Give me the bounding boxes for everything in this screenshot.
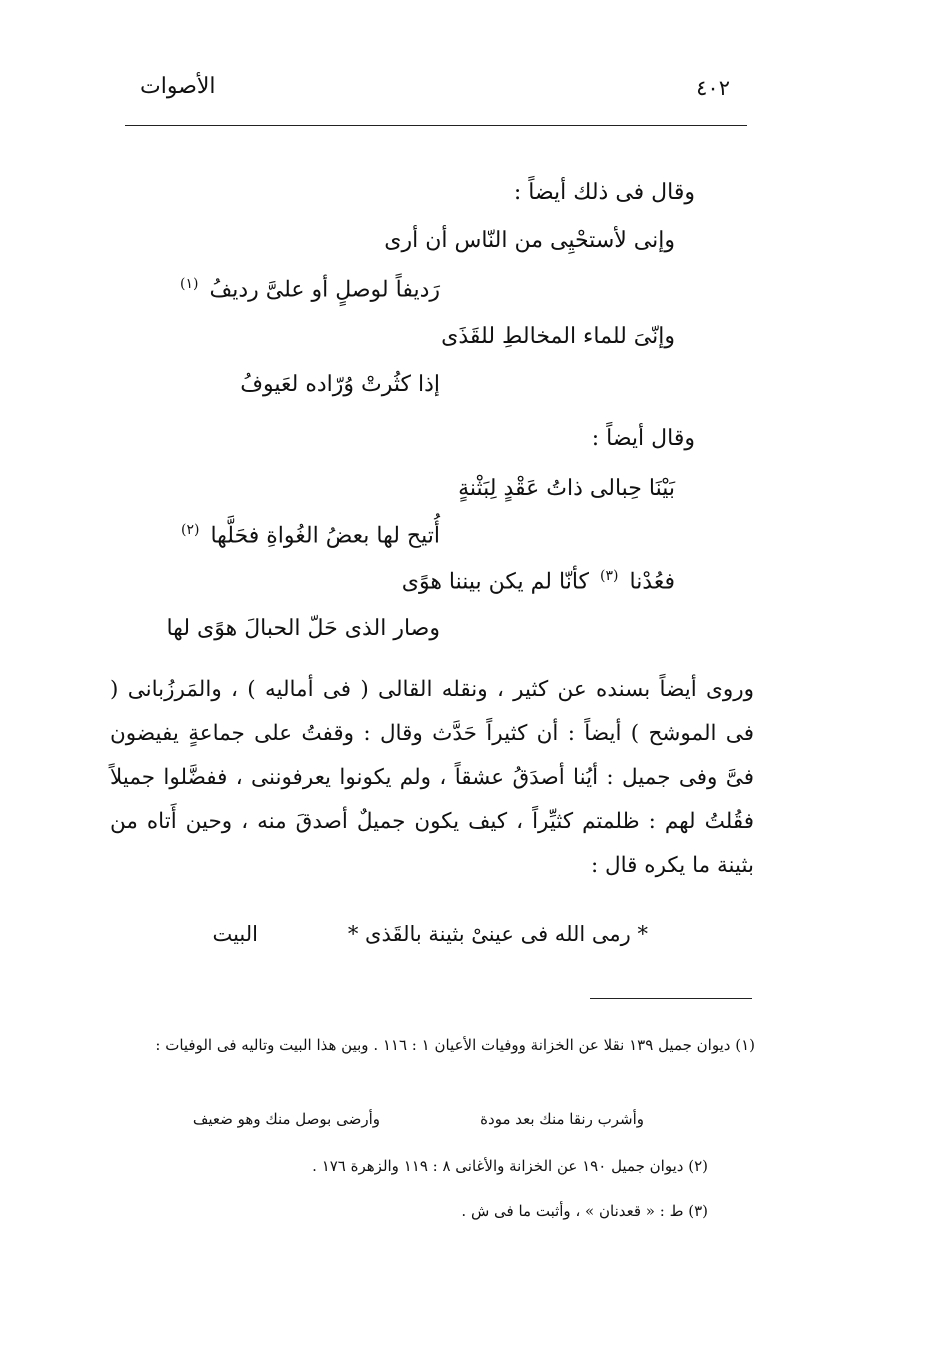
verse-text: أُتيح لها بعضُ الغُواةِ فحَلَّها: [210, 523, 440, 549]
verse-text: رَديفاً لوصلٍ أو علىَّ رديفُ: [209, 277, 440, 303]
footnote-ref-2: (٢): [180, 522, 200, 538]
intro-line-1: وقال فى ذلك أيضاً :: [513, 180, 695, 205]
cited-verse: * رمى الله فى عينىْ بثينة بالقَذى *: [347, 922, 648, 946]
page-number: ٤٠٢: [696, 76, 730, 100]
footnote-1-verse-b: وأرضى بوصل منك وهو ضعيف: [192, 1110, 380, 1128]
footnote-3: (٣) ط : « قعدنان » ، وأثبت ما فى ش .: [461, 1202, 708, 1220]
verse-text-b: كأنّا لم يكن بيننا هوًى: [401, 569, 590, 595]
footnote-2: (٢) ديوان جميل ١٩٠ عن الخزانة والأغانى ٨ : ١١٩ والزهرة ١٧٦ .: [312, 1157, 708, 1175]
footnote-1-verse-a: وأشرب رنقا منك بعد مودة: [480, 1110, 644, 1128]
footnote-rule: [590, 998, 752, 999]
footnote-1-text: (١) ديوان جميل ١٣٩ نقلا عن الخزانة ووفيات الأعيان ١ : ١١٦ . وبين هذا البيت وتاليه فى الوفيات :: [155, 1036, 755, 1054]
verse-1-hemistich-1: وإنى لأستحْيِى من النّاس أن أرى: [384, 228, 675, 253]
running-head-title: الأصوات: [140, 74, 216, 99]
footnote-1: [110, 1030, 755, 1060]
footnote-ref-1: (١): [179, 276, 199, 292]
verse-2-hemistich-2: إذا كثُرتْ وُرّاده لعَيوفُ: [240, 372, 440, 397]
prose-paragraph: [110, 668, 754, 888]
verse-2-hemistich-1: وإنّىَ للماء المخالطِ للقَذَى: [441, 324, 675, 349]
cited-verse-label: البيت: [212, 922, 258, 946]
header-rule: [125, 125, 747, 126]
intro-line-2: وقال أيضاً :: [591, 426, 695, 451]
prose-text: وروى أيضاً بسنده عن كثير ، ونقله القالى ( فى أماليه ) ، والمَرزُبانى ( فى الموشح ) أيضاً : أن كثيراً حَدَّث وقال : وقفتُ على جماعةٍ يفيضون فىَّ وفى جميل : أيُنا أصدَقُ عشقاً ، ولم يكونوا يعرفوننى ، ففضَّلوا جميلاً فقُلتُ لهم : ظلمتم كثيِّراً ، كيف يكون جميلٌ أصدقَ منه ، وحين أَتاه من بثينة ما يكره قال :: [110, 677, 754, 878]
verse-4-hemistich-2: وصار الذى حَلّ الحبالَ هوًى لها: [166, 616, 440, 641]
footnote-ref-3: (٣): [600, 568, 619, 584]
verse-3-hemistich-2: [177, 522, 440, 548]
verse-4-hemistich-1: [402, 568, 675, 594]
verse-text-a: فعُدْنا: [629, 569, 675, 595]
verse-3-hemistich-1: بَيْنَا حِبالى ذاتُ عَقْدٍ لِبَثْنةٍ: [458, 476, 675, 501]
verse-1-hemistich-2: [176, 276, 440, 302]
